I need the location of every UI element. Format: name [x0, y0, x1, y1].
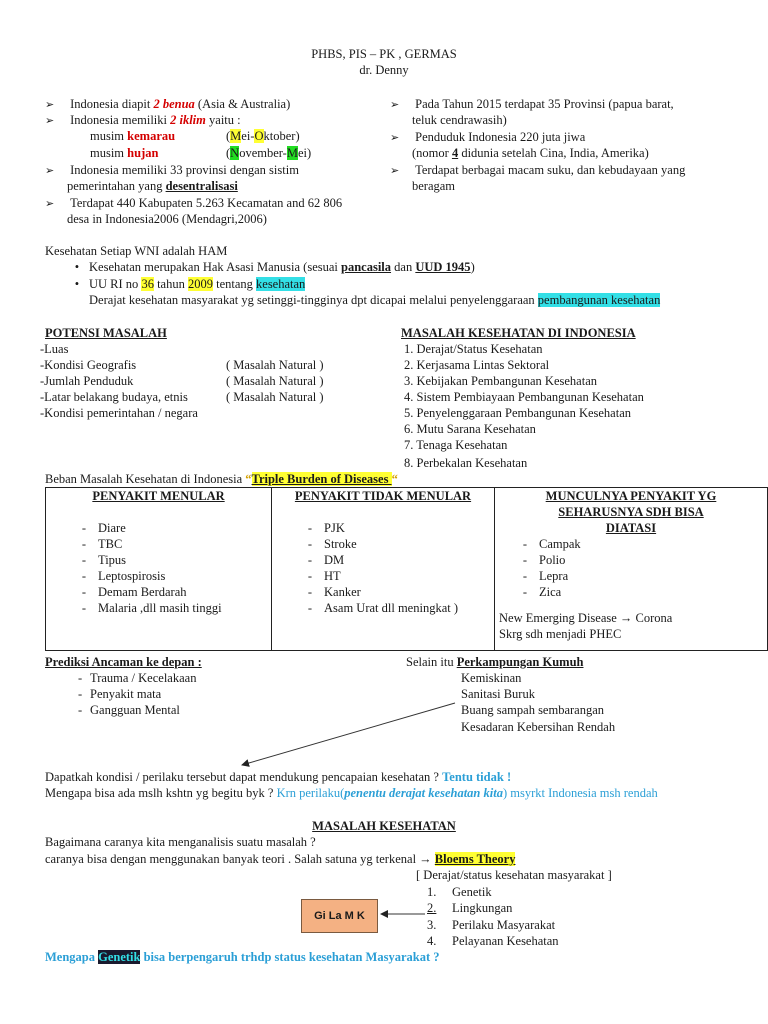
fact-penduduk: ➢ Penduduk Indonesia 220 juta jiwa [390, 130, 586, 144]
fact-2015-cont: teluk cendrawasih) [412, 113, 507, 127]
arrow-bullet-icon: ➢ [390, 165, 400, 177]
list-item: - Kanker [307, 585, 361, 599]
prediksi-heading: Prediksi Ancaman ke depan : [45, 655, 202, 669]
dot-bullet-icon: • [74, 277, 80, 291]
burden-intro: Beban Masalah Kesehatan di Indonesia “Triple Burden of Diseases “ [45, 472, 398, 486]
masalah-kes-line1: Bagaimana caranya kita menganalisis suatu masalah ? [45, 835, 316, 849]
masalah-indo-item: 7. Tenaga Kesehatan [404, 438, 508, 452]
fact-kabupaten: ➢ Terdapat 440 Kabupaten 5.263 Kecamatan and 62 806 [45, 196, 343, 210]
list-item: - DM [307, 553, 345, 567]
list-item: - Malaria ,dll masih tinggi [81, 601, 222, 615]
list-item: - TBC [81, 537, 123, 551]
potensi-item: -Latar belakang budaya, etnis [40, 390, 188, 404]
fact-benua: ➢ Indonesia diapit 2 benua (Asia & Australia) [45, 97, 291, 111]
ham-bullet-2: • UU RI no 36 tahun 2009 tentang kesehatan [65, 276, 305, 292]
ham-bullet-1: • Kesehatan merupakan Hak Asasi Manusia (sesuai pancasila dan UUD 1945) [65, 259, 475, 275]
arrow-bullet-icon: ➢ [45, 198, 55, 210]
list-item: - Leptospirosis [81, 569, 166, 583]
masalah-kes-line2: caranya bisa dengan menggunakan banyak teori . Salah satuna yg terkenal → Bloems Theory [45, 852, 516, 866]
masalah-indo-item: 1. Derajat/Status Kesehatan [404, 342, 543, 356]
musim-kemarau: musim kemarau [90, 129, 176, 143]
masalah-indo-item: 8. Perbekalan Kesehatan [404, 456, 528, 470]
list-item: - Asam Urat dll meningkat ) [307, 601, 458, 615]
kumuh-heading: Selain itu Perkampungan Kumuh [406, 655, 584, 669]
kumuh-item: Kesadaran Kebersihan Rendah [461, 720, 616, 734]
masalah-kes-heading: MASALAH KESEHATAN [312, 819, 456, 833]
prediksi-item: - Penyakit mata [78, 687, 162, 701]
list-item: - PJK [307, 521, 345, 535]
list-item: - Stroke [307, 537, 357, 551]
list-item: - Polio [522, 553, 566, 567]
col-head: MUNCULNYA PENYAKIT YG [545, 489, 717, 503]
list-item: - Diare [81, 521, 126, 535]
bloem-item: 3. Perilaku Masyarakat [427, 918, 556, 932]
bloem-item: 2. Lingkungan [427, 901, 513, 915]
bloem-item: 4. Pelayanan Kesehatan [427, 934, 559, 948]
dot-bullet-icon: • [74, 260, 80, 274]
bloem-item: 1. Genetik [427, 885, 492, 899]
arrow-bullet-icon: ➢ [45, 99, 55, 111]
phec-note: Skrg sdh menjadi PHEC [499, 627, 622, 641]
prediksi-item: - Gangguan Mental [78, 703, 180, 717]
arrow-bullet-icon: ➢ [390, 99, 400, 111]
list-item: - Zica [522, 585, 562, 599]
kumuh-item: Sanitasi Buruk [461, 687, 535, 701]
prediksi-item: - Trauma / Kecelakaan [78, 671, 197, 685]
list-item: - Campak [522, 537, 581, 551]
col-head: PENYAKIT MENULAR [92, 489, 225, 503]
musim-kemarau-months: (Mei-Oktober) [226, 129, 300, 143]
fact-suku: ➢ Terdapat berbagai macam suku, dan kebudayaan yang [390, 163, 686, 177]
fact-iklim: ➢ Indonesia memiliki 2 iklim yaitu : [45, 113, 241, 127]
fact-suku-cont: beragam [412, 179, 456, 193]
masalah-indo-item: 3. Kebijakan Pembangunan Kesehatan [404, 374, 597, 388]
list-item: - Demam Berdarah [81, 585, 187, 599]
masalah-indo-heading: MASALAH KESEHATAN DI INDONESIA [401, 326, 636, 340]
arrow-bullet-icon: ➢ [45, 165, 55, 177]
fact-provinsi: ➢ Indonesia memiliki 33 provinsi dengan sistim [45, 163, 299, 177]
question-2: Mengapa bisa ada mslh kshtn yg begitu byk ? Krn perilaku(penentu derajat kesehatan kita) msyrkt Indonesia msh rendah [45, 786, 658, 800]
col-head: SEHARUSNYA SDH BISA [558, 505, 704, 519]
kumuh-item: Buang sampah sembarangan [461, 703, 605, 717]
potensi-heading: POTENSI MASALAH [45, 326, 167, 340]
natural-label: ( Masalah Natural ) [226, 358, 324, 372]
fact-2015: ➢ Pada Tahun 2015 terdapat 35 Provinsi (papua barat, [390, 97, 674, 111]
col-head: DIATASI [605, 521, 657, 535]
masalah-indo-item: 6. Mutu Sarana Kesehatan [404, 422, 536, 436]
musim-hujan-months: (November-Mei) [226, 146, 312, 160]
potensi-item: -Kondisi pemerintahan / negara [40, 406, 198, 420]
ham-derajat: Derajat kesehatan masyarakat yg setinggi-tingginya dpt dicapai melalui penyelenggaraan pembangunan kesehatan [89, 293, 661, 307]
potensi-item: -Jumlah Penduduk [40, 374, 134, 388]
kumuh-item: Kemiskinan [461, 671, 522, 685]
kumuh-arrow [242, 703, 455, 765]
natural-label: ( Masalah Natural ) [226, 390, 324, 404]
arrow-bullet-icon: ➢ [45, 115, 55, 127]
masalah-indo-item: 4. Sistem Pembiayaan Pembangunan Kesehatan [404, 390, 644, 404]
col-head: PENYAKIT TIDAK MENULAR [294, 489, 472, 503]
natural-label: ( Masalah Natural ) [226, 374, 324, 388]
page-title: PHBS, PIS – PK , GERMAS [311, 47, 457, 61]
list-item: - HT [307, 569, 341, 583]
ham-heading: Kesehatan Setiap WNI adalah HAM [45, 244, 228, 258]
bloem-bracket: [ Derajat/status kesehatan masyarakat ] [416, 868, 612, 882]
fact-kabupaten-cont: desa in Indonesia2006 (Mendagri,2006) [67, 212, 267, 226]
fact-provinsi-cont: pemerintahan yang desentralisasi [67, 179, 238, 193]
masalah-indo-item: 2. Kerjasama Lintas Sektoral [404, 358, 550, 372]
arrow-bullet-icon: ➢ [390, 132, 400, 144]
gila-mk-box: Gi La M K [301, 899, 378, 933]
musim-hujan: musim hujan [90, 146, 159, 160]
list-item: - Tipus [81, 553, 127, 567]
list-item: - Lepra [522, 569, 569, 583]
masalah-indo-item: 5. Penyelenggaraan Pembangunan Kesehatan [404, 406, 632, 420]
potensi-item: -Kondisi Geografis [40, 358, 137, 372]
potensi-item: -Luas [40, 342, 69, 356]
emerging-note: New Emerging Disease → Corona [499, 611, 673, 625]
fact-penduduk-cont: (nomor 4 didunia setelah Cina, India, Amerika) [412, 146, 649, 160]
page-author: dr. Denny [359, 63, 409, 77]
question-1: Dapatkah kondisi / perilaku tersebut dapat mendukung pencapaian kesehatan ? Tentu tidak ! [45, 770, 512, 784]
final-question: Mengapa Genetik bisa berpengaruh trhdp status kesehatan Masyarakat ? [45, 950, 440, 964]
